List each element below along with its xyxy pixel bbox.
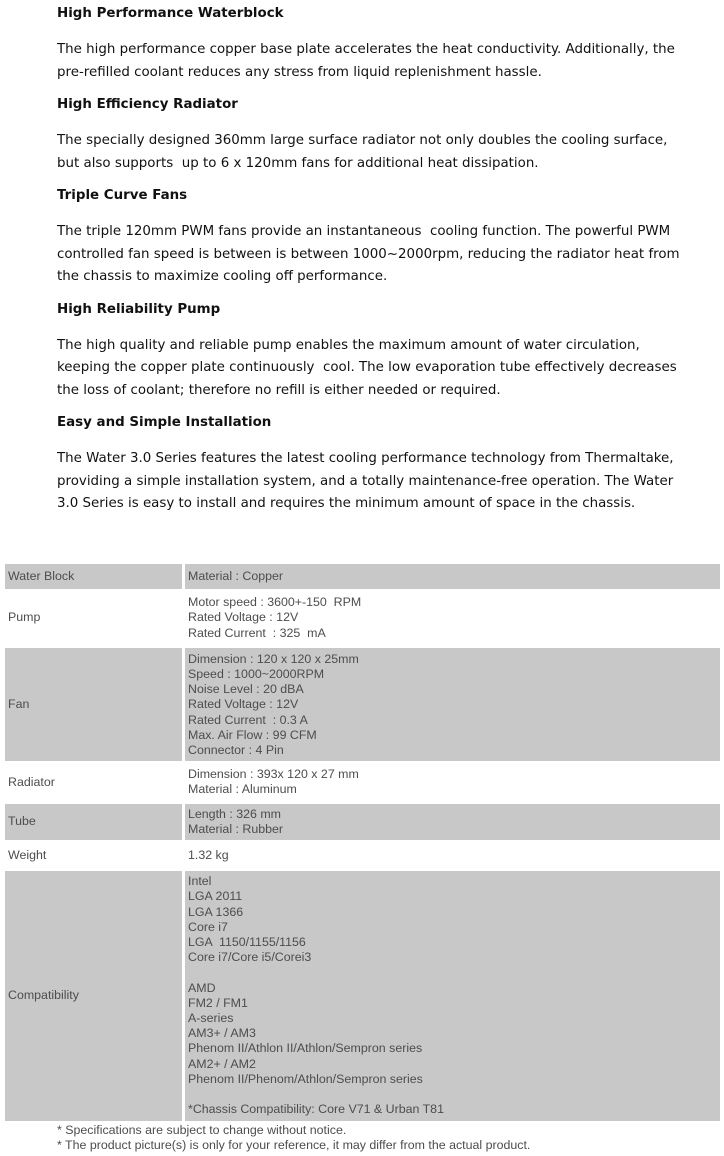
spec-value-line: Length : 326 mm (188, 806, 281, 821)
spec-label: Tube (5, 804, 182, 840)
feature-description-line: The triple 120mm PWM fans provide an instantaneous cooling function. The powerful PWM (57, 224, 671, 239)
feature-section (57, 414, 677, 516)
feature-section (57, 187, 680, 289)
spec-row (5, 764, 720, 800)
spec-value (182, 804, 720, 840)
spec-value-line: Speed : 1000~2000RPM (188, 667, 325, 682)
spec-value (182, 871, 720, 1120)
spec-value (182, 564, 720, 589)
footnote: * The product picture(s) is only for your reference, it may differ from the actual product. (57, 1138, 531, 1152)
spec-value-line: LGA 2011 (188, 889, 243, 904)
spec-value-line: FM2 / FM1 (188, 995, 248, 1010)
features-section (57, 0, 680, 516)
feature-section (57, 5, 677, 84)
spec-label: Fan (5, 648, 182, 761)
spec-value (182, 592, 720, 645)
spec-value-line: Noise Level : 20 dBA (188, 682, 304, 697)
spec-row (5, 843, 720, 868)
feature-description (57, 39, 677, 84)
feature-description-line: providing a simple installation system, and a totally maintenance-free operation. The Water (57, 473, 674, 489)
feature-description-line: controlled fan speed is between is between 1000~2000rpm, reducing the radiator heat from (57, 246, 680, 262)
feature-title: Easy and Simple Installation (57, 415, 272, 430)
spec-value-line: Connector : 4 Pin (188, 743, 284, 758)
spec-value-line: AM2+ / AM2 (188, 1056, 256, 1071)
spec-row (5, 871, 720, 1120)
spec-label: Radiator (5, 764, 182, 800)
spec-label: Water Block (5, 564, 182, 589)
spec-value-line: Motor speed : 3600+-150 RPM (188, 595, 362, 610)
feature-description-line: but also supports up to 6 x 120mm fans for additional heat dissipation. (57, 155, 539, 171)
feature-description-line: The specially designed 360mm large surface radiator not only doubles the cooling surface, (57, 133, 668, 148)
spec-value-line (188, 965, 717, 980)
spec-value-line: Core i7 (188, 919, 228, 934)
spec-value (182, 843, 720, 868)
spec-row (5, 564, 720, 589)
spec-label: Pump (5, 592, 182, 645)
footnotes (57, 1123, 530, 1153)
spec-value-line: Material : Copper (188, 569, 284, 583)
feature-description-line: keeping the copper plate continuously cool. The low evaporation tube effectively decreases (57, 360, 677, 375)
feature-description-line: 3.0 Series is easy to install and requires the minimum amount of space in the chassis. (57, 496, 636, 511)
feature-title: Triple Curve Fans (57, 188, 188, 203)
spec-value-line (188, 1087, 717, 1102)
spec-value-line: 1.32 kg (188, 848, 229, 863)
spec-value-line: Dimension : 393x 120 x 27 mm (188, 767, 359, 782)
feature-title: High Reliability Pump (57, 301, 221, 317)
spec-value-line: Rated Voltage : 12V (188, 697, 299, 712)
feature-description (57, 448, 677, 516)
spec-value-line: Phenom II/Athlon II/Athlon/Sempron series (188, 1041, 423, 1056)
feature-title: High Efficiency Radiator (57, 97, 238, 112)
footnote: * Specifications are subject to change without notice. (57, 1123, 347, 1137)
spec-value-line: Material : Aluminum (188, 782, 297, 797)
feature-title: High Performance Waterblock (57, 6, 284, 21)
spec-value (182, 764, 720, 800)
spec-label: Weight (5, 843, 182, 868)
feature-section (57, 96, 677, 175)
feature-description (57, 221, 680, 289)
spec-value-line: Material : Rubber (188, 821, 284, 836)
spec-value-line: Intel (188, 874, 212, 889)
spec-value-line: Max. Air Flow : 99 CFM (188, 727, 317, 742)
feature-description (57, 335, 677, 403)
feature-description-line: pre-refilled coolant reduces any stress from liquid replenishment hassle. (57, 64, 542, 80)
feature-description-line: The high quality and reliable pump enables the maximum amount of water circulation, (57, 337, 640, 353)
spec-value-line: LGA 1366 (188, 904, 244, 919)
spec-value (182, 648, 720, 761)
spec-value-line: AM3+ / AM3 (188, 1026, 256, 1041)
specifications-table (5, 561, 720, 1124)
spec-value-line: Rated Current : 0.3 A (188, 712, 308, 727)
spec-value-line: AMD (188, 980, 216, 995)
feature-description-line: The Water 3.0 Series features the latest cooling performance technology from Thermaltake, (57, 451, 674, 466)
feature-description (57, 130, 677, 175)
spec-row (5, 648, 720, 761)
spec-value-line: Core i7/Core i5/Corei3 (188, 950, 312, 965)
spec-value-line: *Chassis Compatibility: Core V71 & Urban T81 (188, 1102, 444, 1117)
spec-value-line: LGA 1150/1155/1156 (188, 935, 306, 950)
feature-description-line: the loss of coolant; therefore no refill is either needed or required. (57, 382, 501, 398)
feature-section (57, 301, 677, 403)
spec-label: Compatibility (5, 871, 182, 1120)
spec-value-line: Dimension : 120 x 120 x 25mm (188, 651, 359, 666)
spec-value-line: Rated Current : 325 mA (188, 625, 326, 640)
spec-value-line: A-series (188, 1011, 234, 1026)
spec-row (5, 592, 720, 645)
feature-description-line: The high performance copper base plate accelerates the heat conductivity. Additionally, the (57, 42, 675, 57)
spec-value-line: Rated Voltage : 12V (188, 610, 299, 625)
feature-description-line: the chassis to maximize cooling off performance. (57, 269, 388, 284)
spec-value-line: Phenom II/Phenom/Athlon/Sempron series (188, 1071, 423, 1086)
spec-row (5, 804, 720, 840)
